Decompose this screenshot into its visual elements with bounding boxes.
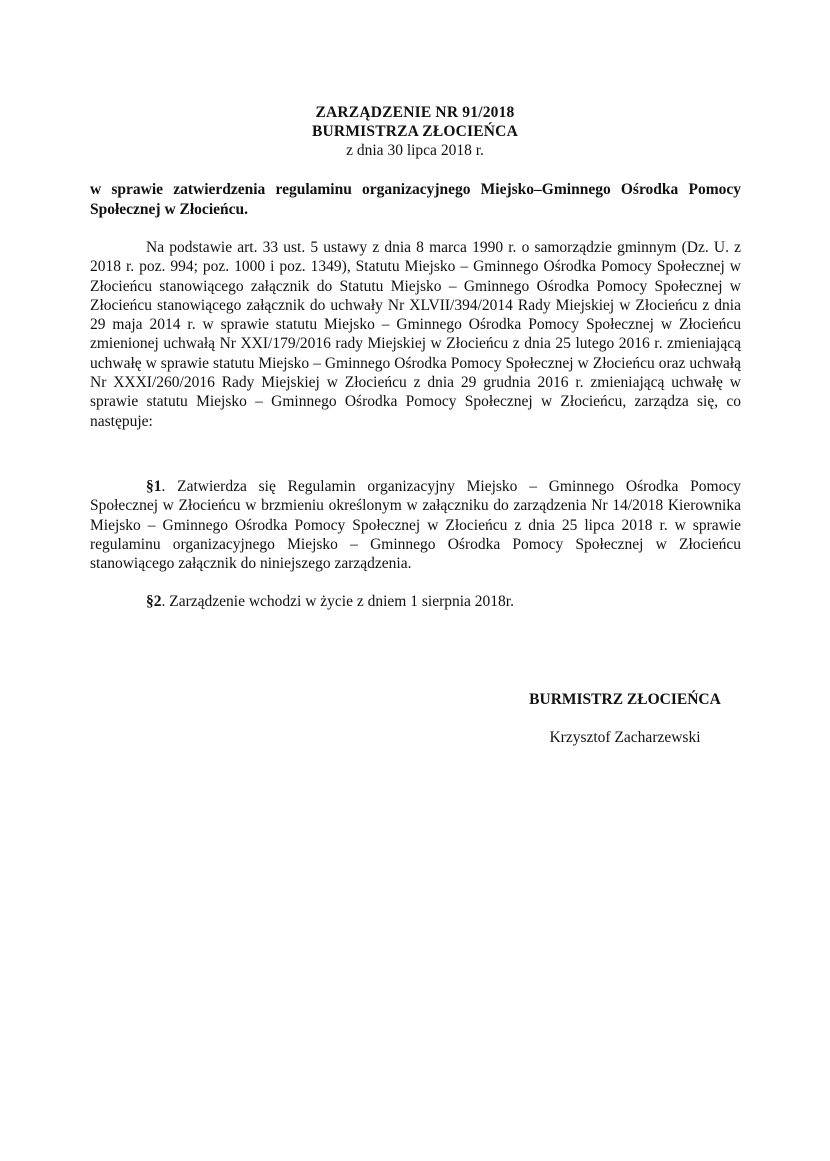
document-title: ZARZĄDZENIE NR 91/2018 [315, 104, 515, 121]
legal-basis-paragraph: Na podstawie art. 33 ust. 5 ustawy z dnia 8 marca 1990 r. o samorządzie gminnym (Dz. U. z 2018 r. poz. 994; poz. 1000 i poz. 1349), Statutu Miejsko – Gminnego Ośrodka Pomocy Społecznej w Złocieńcu stanowiącego załącznik do Statutu Miejsko – Gminnego Ośrodka Pomocy Społecznej w Złocieńcu stanowiącego załącznik do uchwały Nr XLVII/394/2014 Rady Miejskiej w Złocieńcu z dnia 29 maja 2014 r. w sprawie statutu Miejsko – Gminnego Ośrodka Pomocy Społecznej w Złocieńcu zmienionej uchwałą Nr XXI/179/2016 rady Miejskiej w Złocieńcu z dnia 25 lutego 2016 r. zmieniającą uchwałę w sprawie statutu Miejsko – Gminnego Ośrodka Pomocy Społecznej w Złocieńcu oraz uchwałą Nr XXXI/260/2016 Rady Miejskiej w Złocieńcu z dnia 29 grudnia 2016 r. zmieniającą uchwałę w sprawie statutu Miejsko – Gminnego Ośrodka Pomocy Społecznej w Złocieńcu, zarządza się, co następuje: [90, 239, 741, 430]
section-2-paragraph [90, 592, 741, 611]
document-subject: w sprawie zatwierdzenia regulaminu organizacyjnego Miejsko–Gminnego Ośrodka Pomocy Społecznej w Złocieńcu. [90, 181, 741, 218]
document-date: z dnia 30 lipca 2018 r. [346, 142, 484, 159]
section-2-mark: §2 [146, 593, 162, 610]
section-1-mark: §1 [146, 478, 162, 495]
section-2-text: . Zarządzenie wchodzi w życie z dniem 1 sierpnia 2018r. [161, 593, 514, 610]
section-1-paragraph [90, 477, 741, 573]
signature-title: BURMISTRZ ZŁOCIEŃCA [529, 691, 721, 708]
section-1-text: . Zatwierdza się Regulamin organizacyjny Miejsko – Gminnego Ośrodka Pomocy Społecznej w Złocieńcu w brzmieniu określonym w załączniku do zarządzenia Nr 14/2018 Kierownika Miejsko – Gminnego Ośrodka Pomocy Społecznej w Złocieńcu z dnia 25 lipca 2018 r. w sprawie regulaminu organizacyjnego Miejsko – Gminnego Ośrodka Pomocy Społecznej w Złocieńcu stanowiącego załącznik do niniejszego zarządzenia. [90, 478, 741, 573]
document-header [0, 103, 830, 160]
signature-block [490, 690, 760, 748]
signature-name: Krzysztof Zacharzewski [549, 729, 701, 746]
document-issuer: BURMISTRZA ZŁOCIEŃCA [312, 123, 518, 140]
